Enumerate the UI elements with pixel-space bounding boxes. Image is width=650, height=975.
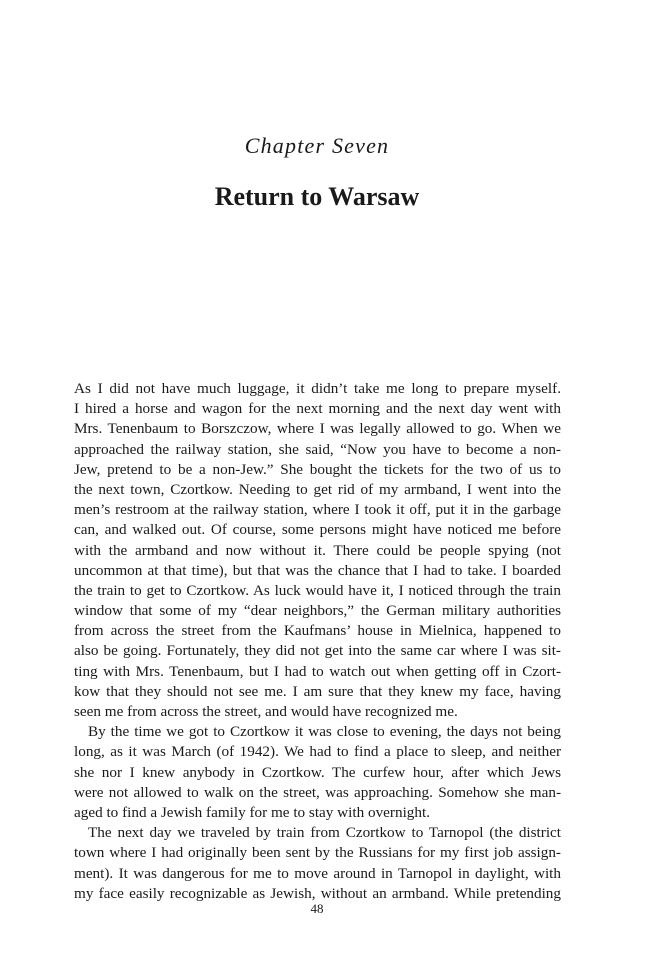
text-line: my face easily recognizable as Jewish, without an armband. While pretending xyxy=(74,884,561,902)
text-line: the next town, Czortkow. Needing to get rid of my armband, I went into the xyxy=(74,480,561,498)
body-text xyxy=(74,379,561,904)
chapter-title: Return to Warsaw xyxy=(214,182,420,211)
text-line: ting with Mrs. Tenenbaum, but I had to watch out when getting off in Czort- xyxy=(74,662,561,680)
text-line: uncommon at that time), but that was the chance that I had to take. I boarded xyxy=(74,561,561,579)
text-line: can, and walked out. Of course, some persons might have noticed me before xyxy=(74,521,561,539)
text-line: By the time we got to Czortkow it was close to evening, the days not being xyxy=(88,723,561,741)
text-line: approached the railway station, she said, “Now you have to become a non- xyxy=(74,440,561,458)
text-line: seen me from across the street, and would have recognized me. xyxy=(74,703,458,720)
text-line: The next day we traveled by train from Czortkow to Tarnopol (the district xyxy=(88,824,561,842)
text-line: window that some of my “dear neighbors,” the German military authorities xyxy=(74,602,561,620)
text-line: kow that they should not see me. I am sure that they knew my face, having xyxy=(74,682,561,700)
page-number: 48 xyxy=(310,901,324,916)
text-line: from across the street from the Kaufmans’ house in Mielnica, happened to xyxy=(74,622,561,640)
text-line: with the armband and now without it. There could be people spying (not xyxy=(74,541,561,559)
text-line: she nor I knew anybody in Czortkow. The curfew hour, after which Jews xyxy=(74,763,561,781)
text-line: also be going. Fortunately, they did not get into the same car where I was sit- xyxy=(74,642,561,660)
text-line: ment). It was dangerous for me to move around in Tarnopol in daylight, with xyxy=(74,864,561,882)
text-line: As I did not have much luggage, it didn’t take me long to prepare myself. xyxy=(74,380,561,397)
text-line: long, as it was March (of 1942). We had to find a place to sleep, and neither xyxy=(74,743,561,761)
text-line: town where I had originally been sent by the Russians for my first job assign- xyxy=(74,844,561,862)
text-line: Jew, pretend to be a non-Jew.” She bought the tickets for the two of us to xyxy=(74,460,561,478)
text-line: Mrs. Tenenbaum to Borszczow, where I was legally allowed to go. When we xyxy=(74,420,561,438)
chapter-label: Chapter Seven xyxy=(244,133,390,158)
text-line: the train to get to Czortkow. As luck would have it, I noticed through the train xyxy=(74,581,561,599)
text-line: men’s restroom at the railway station, where I took it off, put it in the garbage xyxy=(74,501,561,519)
text-line: I hired a horse and wagon for the next morning and the next day went with xyxy=(74,400,561,418)
text-line: aged to find a Jewish family for me to stay with overnight. xyxy=(74,803,430,821)
text-line: were not allowed to walk on the street, was approaching. Somehow she man- xyxy=(74,783,561,801)
